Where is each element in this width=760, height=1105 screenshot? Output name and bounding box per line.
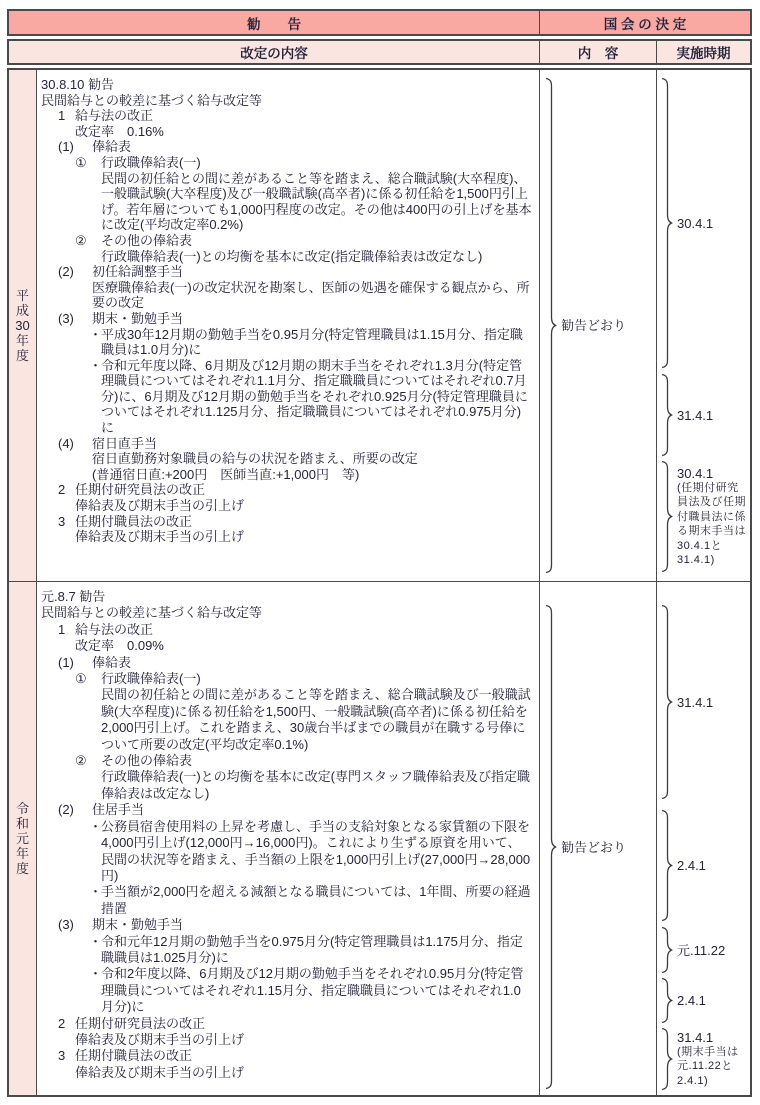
implementation-date xyxy=(677,466,749,568)
line-marker: (3) xyxy=(58,310,74,326)
content-line xyxy=(41,753,533,769)
content-line xyxy=(41,436,533,452)
implementation-date-text: 元.11.22 xyxy=(677,942,726,958)
revision-content xyxy=(37,70,540,581)
line-marker: ・ xyxy=(89,326,103,342)
content-line xyxy=(41,529,533,545)
content-line xyxy=(41,1016,533,1032)
year-label-char: 和 xyxy=(15,816,29,831)
line-text: 民間給与との較差に基づく給与改定等 xyxy=(41,92,263,108)
content-line xyxy=(41,622,533,638)
line-text: 30.8.10 勧告 xyxy=(41,77,114,92)
content-line xyxy=(41,139,533,155)
content-line xyxy=(41,917,533,933)
implementation-date-text: 31.4.1 xyxy=(677,694,714,710)
line-text: 行政職俸給表(一) xyxy=(101,671,201,687)
brace-group xyxy=(545,604,626,1090)
content-line xyxy=(41,605,533,621)
content-line xyxy=(41,687,533,753)
line-marker: ① xyxy=(75,671,87,687)
table-header-row-1 xyxy=(7,9,752,36)
implementation-date-note: (期末手当は元.11.22と2.4.1) xyxy=(677,1045,739,1087)
line-marker: 1 xyxy=(58,108,66,124)
brace-icon xyxy=(545,604,557,1090)
content-line xyxy=(41,451,533,467)
year-label-char: 度 xyxy=(15,861,29,876)
content-line xyxy=(41,311,533,327)
table-body xyxy=(7,68,752,1097)
year-label-char: 年 xyxy=(15,846,29,861)
implementation-date xyxy=(677,943,725,958)
implementation-date-text: 31.4.1 xyxy=(677,407,714,423)
implementation-date-text: 30.4.1 xyxy=(677,215,714,231)
year-row xyxy=(9,70,750,581)
header-naiyou: 内 容 xyxy=(540,41,657,63)
implementation-date-text: 30.4.1 xyxy=(677,465,714,481)
brace-group xyxy=(661,1027,749,1091)
brace-icon xyxy=(661,1027,673,1091)
content-line xyxy=(41,467,533,483)
line-text: 民間の初任給との間に差があること等を踏まえ、総合職試験及び一般職試験(大卒程度)に係る初任給を1,500円、一般職試験(高卒者)に係る初任給を2,000円引上げ。これを踏まえ、30歳台半ばまでの職員が在職する号俸について所要の改定(平均改定率0.1%) xyxy=(101,687,531,752)
line-text: その他の俸給表 xyxy=(101,753,193,769)
line-text: 住居手当 xyxy=(92,802,145,818)
content-line xyxy=(41,655,533,671)
line-marker: (2) xyxy=(58,264,74,280)
content-line xyxy=(41,482,533,498)
decision-label-text: 勧告どおり xyxy=(561,839,627,855)
content-line xyxy=(41,233,533,249)
brace-group xyxy=(661,77,713,369)
implementation-date-text: 2.4.1 xyxy=(677,993,706,1008)
implementation-dates xyxy=(657,582,750,1095)
decision-label-text: 勧告どおり xyxy=(561,318,627,333)
line-marker: 2 xyxy=(58,1015,66,1031)
year-label-char: 年 xyxy=(15,333,29,348)
content-line xyxy=(41,1065,533,1081)
table-header-row-2 xyxy=(7,39,752,65)
content-line xyxy=(41,108,533,124)
line-marker: ・ xyxy=(89,884,103,900)
content-line xyxy=(41,514,533,530)
content-line xyxy=(41,249,533,265)
line-text: 給与法の改正 xyxy=(75,108,154,124)
line-text: 任期付研究員法の改正 xyxy=(75,1015,206,1031)
brace-group xyxy=(661,604,713,800)
line-text: 手当額が2,000円を超える減額となる職員については、1年間、所要の経過措置 xyxy=(101,884,531,916)
brace-icon xyxy=(545,77,557,574)
line-text: 公務員宿舎使用料の上昇を考慮し、手当の支給対象となる家賃額の下限を4,000円引上げ(12,000円→16,000円)。これにより生ずる原資を用いて、民間の状況等を踏まえ、手当額の上限を1,000円引上げ(27,000円→28,000円) xyxy=(101,818,531,883)
content-line xyxy=(41,966,533,1015)
brace-group xyxy=(661,809,706,922)
year-label-char: 成 xyxy=(15,303,29,318)
brace-icon xyxy=(661,604,673,800)
line-marker: 1 xyxy=(58,621,66,637)
line-marker: (2) xyxy=(58,802,74,818)
implementation-date xyxy=(677,216,713,231)
line-marker: (1) xyxy=(58,654,74,670)
line-text: 行政職俸給表(一) xyxy=(101,154,201,170)
content-line xyxy=(41,264,533,280)
line-text: 元.8.7 勧告 xyxy=(41,589,106,604)
content-line xyxy=(41,1048,533,1064)
header-jisshi-jiki: 実施時期 xyxy=(676,46,731,61)
implementation-date-text: 2.4.1 xyxy=(677,858,706,873)
content-line xyxy=(41,77,533,93)
year-label xyxy=(9,582,37,1095)
brace-icon xyxy=(661,77,673,369)
content-line xyxy=(41,1032,533,1048)
line-text: 宿日直手当 xyxy=(92,435,158,451)
line-text: 民間の初任給との間に差があること等を踏まえ、総合職試験(大卒程度)、一般職試験(大卒程度)及び一般職試験(高卒者)に係る初任給を1,500円引上げ。若年層についても1,000円程度の改定。その他は400円の引上げを基本に改定(平均改定率0.2%) xyxy=(101,170,532,233)
brace-icon xyxy=(661,460,673,573)
content-line xyxy=(41,280,533,311)
brace-icon xyxy=(661,926,673,974)
content-line xyxy=(41,155,533,171)
line-marker: (4) xyxy=(58,435,74,451)
line-marker: 3 xyxy=(58,513,66,529)
line-text: 令和元年度以降、6月期及び12月期の期末手当をそれぞれ1.3月分(特定管理職員についてはそれぞれ1.1月分、指定職職員についてはそれぞれ0.7月分)に、6月期及び12月期の勤勉手当をそれぞれ0.925月分(特定管理職員についてはそれぞれ1.125月分、指定職職員についてはそれぞれ0.975月分)に xyxy=(101,357,528,436)
header-kokkai-no-kettei: 国 会 の 決 定 xyxy=(603,16,687,32)
content-line xyxy=(41,769,533,802)
line-text: 俸給表及び期末手当の引上げ xyxy=(75,1031,245,1047)
year-label-char: 30 xyxy=(15,318,30,333)
content-line xyxy=(41,124,533,140)
content-line xyxy=(41,819,533,885)
brace-group xyxy=(661,373,713,457)
brace-group xyxy=(545,77,626,574)
line-text: 民間給与との較差に基づく給与改定等 xyxy=(41,605,263,621)
line-marker: ・ xyxy=(89,357,103,373)
line-marker: ・ xyxy=(89,818,103,834)
header-kankoku: 勧 告 xyxy=(9,11,540,34)
content-line xyxy=(41,498,533,514)
decision-label xyxy=(561,318,626,333)
revision-content xyxy=(37,582,540,1095)
brace-group xyxy=(661,926,725,974)
line-marker: 2 xyxy=(58,482,66,498)
line-marker: (1) xyxy=(58,139,74,155)
line-text: 俸給表及び期末手当の引上げ xyxy=(75,529,245,545)
line-marker: ② xyxy=(75,232,87,248)
content-line xyxy=(41,884,533,917)
implementation-date xyxy=(677,858,706,873)
year-label-char: 元 xyxy=(15,831,29,846)
salary-revision-table xyxy=(7,9,752,1097)
line-marker: ① xyxy=(75,154,87,170)
implementation-date xyxy=(677,408,713,423)
content-line xyxy=(41,671,533,687)
line-text: 行政職俸給表(一)との均衡を基本に改定(指定職俸給表は改定なし) xyxy=(101,248,483,264)
diet-decision-content xyxy=(540,582,657,1095)
line-text: 改定率 0.16% xyxy=(75,123,164,139)
year-label-char: 令 xyxy=(15,801,29,816)
implementation-date xyxy=(677,1030,749,1089)
line-text: 期末・勤勉手当 xyxy=(92,310,184,326)
implementation-date xyxy=(677,695,713,710)
line-text: 任期付職員法の改正 xyxy=(75,1048,193,1064)
line-text: 初任給調整手当 xyxy=(92,264,184,280)
line-text: 平成30年12月期の勤勉手当を0.95月分(特定管理職員は1.15月分、指定職職員は1.0月分)に xyxy=(101,326,523,358)
header-kaitei-no-naiyou: 改定の内容 xyxy=(9,41,540,63)
line-text: 俸給表 xyxy=(92,139,132,155)
year-label-char: 度 xyxy=(15,348,29,363)
line-text: 改定率 0.09% xyxy=(75,638,164,654)
implementation-date xyxy=(677,993,706,1008)
content-line xyxy=(41,358,533,436)
line-text: 宿日直勤務対象職員の給与の状況を踏まえ、所要の改定 xyxy=(92,451,418,467)
line-marker: ・ xyxy=(89,933,103,949)
decision-label xyxy=(561,840,626,855)
implementation-date-note: (任期付研究員法及び任期付職員法に係る期末手当は30.4.1と31.4.1) xyxy=(677,481,746,566)
content-line xyxy=(41,327,533,358)
brace-group xyxy=(661,460,749,573)
line-text: 期末・勤勉手当 xyxy=(92,917,184,933)
year-label xyxy=(9,70,37,581)
year-label-char: 平 xyxy=(15,288,29,303)
line-text: その他の俸給表 xyxy=(101,232,193,248)
year-row xyxy=(9,581,750,1095)
line-marker: 3 xyxy=(58,1048,66,1064)
line-text: 令和元年12月期の勤勉手当を0.975月分(特定管理職員は1.175月分、指定職職員は1.025月分)に xyxy=(101,933,523,965)
brace-icon xyxy=(661,809,673,922)
content-line xyxy=(41,638,533,654)
brace-group xyxy=(661,977,706,1024)
content-line xyxy=(41,589,533,605)
content-line xyxy=(41,934,533,967)
content-line xyxy=(41,93,533,109)
line-text: 任期付研究員法の改正 xyxy=(75,482,206,498)
line-text: 令和2年度以降、6月期及び12月期の勤勉手当をそれぞれ0.95月分(特定管理職員についてはそれぞれ1.15月分、指定職職員についてはそれぞれ1.0月分)に xyxy=(101,966,524,1015)
content-line xyxy=(41,171,533,233)
line-text: (普通宿日直:+200円 医師当直:+1,000円 等) xyxy=(92,466,360,482)
line-text: 任期付職員法の改正 xyxy=(75,513,193,529)
line-text: 給与法の改正 xyxy=(75,621,154,637)
line-text: 俸給表 xyxy=(92,654,132,670)
line-text: 俸給表及び期末手当の引上げ xyxy=(75,498,245,514)
implementation-date-text: 31.4.1 xyxy=(677,1029,714,1045)
line-text: 俸給表及び期末手当の引上げ xyxy=(75,1064,245,1080)
brace-icon xyxy=(661,373,673,457)
line-marker: ② xyxy=(75,753,87,769)
diet-decision-content xyxy=(540,70,657,581)
line-text: 医療職俸給表(一)の改定状況を勘案し、医師の処遇を確保する観点から、所要の改定 xyxy=(92,279,530,311)
brace-icon xyxy=(661,977,673,1024)
line-text: 行政職俸給表(一)との均衡を基本に改定(専門スタッフ職俸給表及び指定職俸給表は改定なし) xyxy=(101,769,530,801)
implementation-dates xyxy=(657,70,750,581)
line-marker: (3) xyxy=(58,917,74,933)
content-line xyxy=(41,802,533,818)
line-marker: ・ xyxy=(89,966,103,982)
